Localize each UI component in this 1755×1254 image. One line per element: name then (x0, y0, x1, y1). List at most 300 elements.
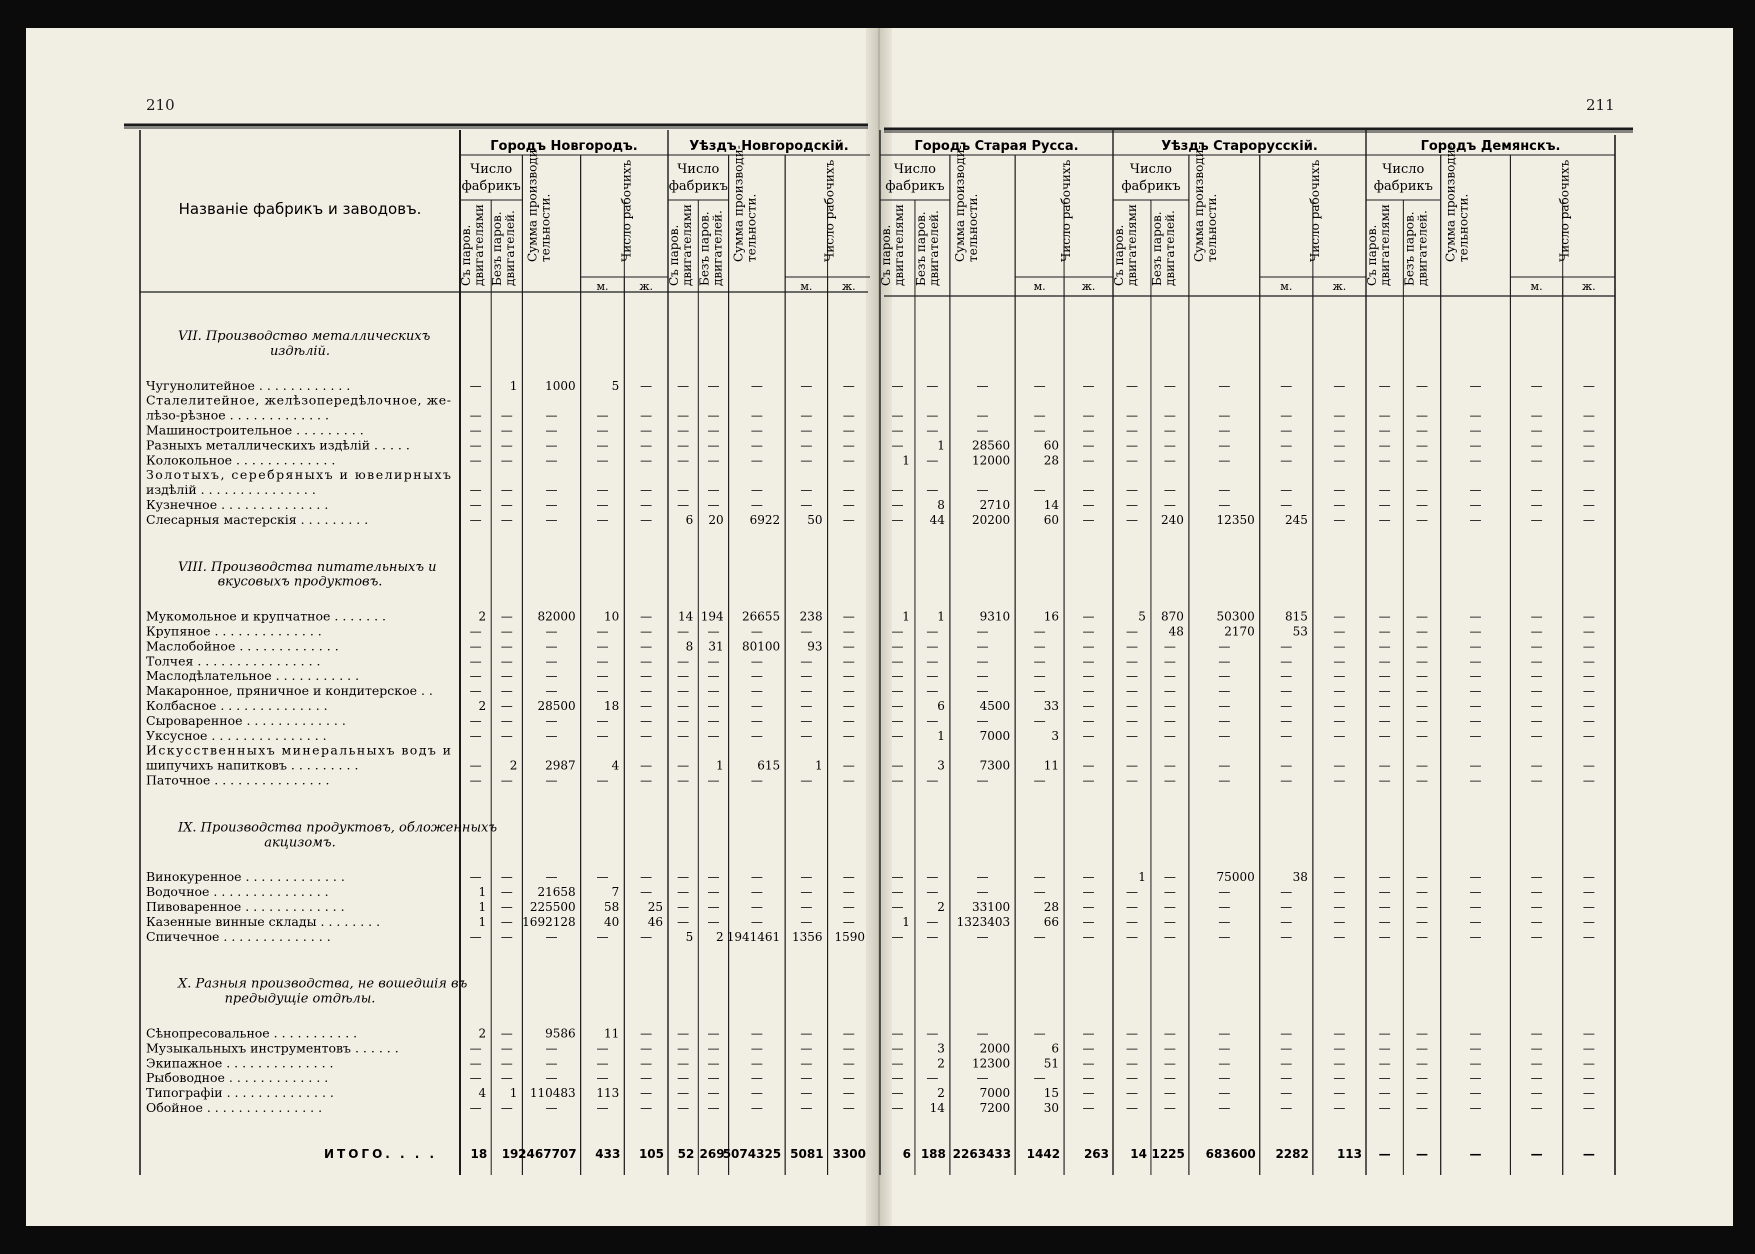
cell-value: — (1530, 885, 1543, 900)
cell-value: — (1218, 1071, 1231, 1086)
cell-value: — (891, 423, 904, 438)
cell-value: — (800, 684, 813, 699)
cell-value: 53 (1292, 624, 1308, 639)
cell-value: — (1280, 914, 1293, 929)
cell-value: — (1582, 669, 1595, 684)
cell-value: — (1416, 512, 1429, 527)
cell-value: 66 (1043, 914, 1060, 929)
cell-value: 4500 (979, 699, 1011, 713)
cell-value: — (677, 870, 690, 885)
row-name: издѣлій . . . . . . . . . . . . . . . (146, 482, 316, 498)
cell-value: — (707, 378, 720, 393)
cell-value: — (545, 728, 558, 743)
cell-value: 14 (1043, 498, 1060, 512)
cell-value: — (1280, 438, 1293, 453)
cell-value: — (545, 654, 558, 669)
cell-value: — (1333, 870, 1346, 885)
cell-value: — (1530, 378, 1543, 393)
row-name: Экипажное . . . . . . . . . . . . . . (146, 1055, 334, 1071)
cell-value: — (1125, 713, 1138, 728)
cell-value: — (976, 773, 989, 788)
cell-value: — (1218, 423, 1231, 438)
section-title: предыдущіе отдѣлы. (224, 991, 376, 1007)
cell-value: — (1530, 1101, 1543, 1115)
cell-value: 8 (685, 639, 694, 654)
cell-value: — (596, 498, 609, 512)
cell-value: — (677, 453, 690, 468)
cell-value: — (1163, 654, 1176, 669)
men-header: м. (1530, 280, 1543, 293)
cell-value: — (707, 728, 720, 743)
cell-value: 2000 (979, 1041, 1011, 1056)
cell-value: — (1163, 408, 1176, 423)
cell-value: — (545, 624, 558, 639)
cell-value: — (1280, 929, 1293, 944)
cell-value: 33 (1043, 699, 1060, 713)
row-name: Сталелитейное, желѣзопередѣлочное, же- (146, 392, 451, 408)
cell-value: — (1163, 1041, 1176, 1056)
cell-value: — (842, 1026, 855, 1041)
row-name: Золотыхъ, серебряныхъ и ювелирныхъ (146, 467, 451, 483)
cell-value: — (1469, 609, 1482, 624)
cell-value: — (677, 1086, 690, 1101)
cell-value: — (500, 1056, 513, 1071)
production-header: тельности. (538, 193, 553, 262)
cell-value: — (1582, 1101, 1595, 1115)
cell-value: — (750, 1026, 763, 1041)
cell-value: — (596, 654, 609, 669)
cell-value: — (1416, 1041, 1429, 1056)
cell-value: — (1082, 378, 1095, 393)
cell-value: — (1416, 609, 1429, 624)
cell-value: 75000 (1216, 870, 1255, 885)
cell-value: — (1582, 498, 1595, 512)
cell-value: 2170 (1224, 624, 1255, 639)
production-header: Сумма производи- (1443, 145, 1458, 262)
cell-value: — (469, 1101, 482, 1115)
cell-value: — (1280, 669, 1293, 684)
row-name: Паточное . . . . . . . . . . . . . . . (146, 772, 330, 788)
workers-header: Число рабочихъ (1059, 159, 1074, 262)
cell-value: — (842, 1086, 855, 1101)
cell-value: — (750, 1041, 763, 1056)
cell-value: — (469, 378, 482, 393)
cell-value: — (707, 438, 720, 453)
page-number-left: 210 (146, 96, 175, 114)
group-title: Городъ Старая Русса. (914, 139, 1079, 154)
cell-value: — (1378, 483, 1391, 498)
cell-value: — (596, 684, 609, 699)
production-header: тельности. (744, 193, 759, 262)
production-header: тельности. (1204, 193, 1219, 262)
cell-value: — (750, 624, 763, 639)
cell-value: — (1280, 885, 1293, 900)
cell-value: — (1378, 699, 1391, 713)
cell-value: — (1378, 624, 1391, 639)
cell-value: — (500, 885, 513, 900)
cell-value: 2 (937, 900, 945, 914)
cell-value: — (677, 1041, 690, 1056)
row-name: Маслобойное . . . . . . . . . . . . . (146, 638, 339, 654)
cell-value: 50 (807, 512, 823, 527)
cell-value: — (1378, 1056, 1391, 1071)
cell-value: — (750, 914, 763, 929)
cell-value: — (800, 378, 813, 393)
cell-value: — (750, 728, 763, 743)
cell-value: 7300 (979, 758, 1011, 773)
cell-value: — (545, 483, 558, 498)
cell-value: — (976, 624, 989, 639)
cell-value: 238 (799, 609, 823, 624)
cell-value: — (469, 870, 482, 885)
cell-value: — (1280, 699, 1293, 713)
cell-value: — (1378, 773, 1391, 788)
cell-value: — (596, 870, 609, 885)
cell-value: — (1163, 669, 1176, 684)
cell-value: — (1333, 624, 1346, 639)
cell-value: — (1280, 728, 1293, 743)
cell-value: — (469, 1056, 482, 1071)
cell-value: — (800, 624, 813, 639)
cell-value: — (1378, 758, 1391, 773)
cell-value: — (1530, 639, 1543, 654)
cell-value: — (677, 423, 690, 438)
row-name: Слесарныя мастерскія . . . . . . . . . (146, 511, 369, 527)
cell-value: — (1333, 438, 1346, 453)
cell-value: — (1582, 773, 1595, 788)
cell-value: — (1469, 1026, 1482, 1041)
cell-value: 28 (1043, 900, 1060, 914)
cell-value: 1 (509, 378, 518, 393)
cell-value: — (976, 885, 989, 900)
cell-value: — (640, 1041, 653, 1056)
row-name: Сѣнопресовальное . . . . . . . . . . . (146, 1025, 358, 1041)
cell-value: — (707, 900, 720, 914)
cell-value: — (800, 423, 813, 438)
cell-value: — (1530, 609, 1543, 624)
production-header: Сумма производи- (952, 145, 967, 262)
cell-value: — (1582, 1056, 1595, 1071)
cell-value: — (1378, 1041, 1391, 1056)
cell-value: — (1333, 885, 1346, 900)
cell-value: — (1582, 728, 1595, 743)
cell-value: — (1163, 483, 1176, 498)
cell-value: — (800, 408, 813, 423)
cell-value: — (596, 423, 609, 438)
cell-value: 2987 (545, 758, 576, 773)
cell-value: 3 (1051, 728, 1060, 743)
cell-value: 38 (1292, 870, 1308, 885)
cell-value: — (1125, 498, 1138, 512)
cell-value: — (1125, 1041, 1138, 1056)
cell-value: — (677, 498, 690, 512)
cell-value: — (1469, 699, 1482, 713)
cell-value: — (1218, 684, 1231, 699)
cell-value: — (1218, 1086, 1231, 1101)
cell-value: — (1163, 713, 1176, 728)
cell-value: — (640, 624, 653, 639)
cell-value: — (1218, 1026, 1231, 1041)
cell-value: — (677, 408, 690, 423)
cell-value: 2 (937, 1086, 945, 1101)
cell-value: — (1530, 900, 1543, 914)
cell-value: — (1469, 624, 1482, 639)
cell-value: — (1280, 1101, 1293, 1115)
cell-value: — (1582, 1086, 1595, 1101)
cell-value: — (545, 1071, 558, 1086)
cell-value: — (1469, 639, 1482, 654)
total-value: 269 (699, 1147, 725, 1161)
cell-value: — (1033, 1026, 1046, 1041)
cell-value: 1356 (792, 929, 823, 944)
with-steam-header: двигателями (472, 204, 486, 286)
cell-value: — (677, 699, 690, 713)
cell-value: — (1218, 453, 1231, 468)
cell-value: — (800, 1071, 813, 1086)
factories-header: фабрикъ (1121, 179, 1181, 194)
cell-value: — (926, 1071, 939, 1086)
without-steam-header: двигателей. (710, 210, 725, 286)
cell-value: — (1530, 699, 1543, 713)
cell-value: — (1530, 654, 1543, 669)
cell-value: — (1218, 713, 1231, 728)
cell-value: — (1582, 929, 1595, 944)
total-value: 113 (1336, 1147, 1362, 1161)
cell-value: 5 (685, 929, 694, 944)
cell-value: — (545, 423, 558, 438)
cell-value: 11 (604, 1026, 620, 1041)
cell-value: — (1082, 669, 1095, 684)
total-value: — (1469, 1147, 1482, 1161)
men-header: м. (800, 280, 813, 293)
cell-value: — (1333, 728, 1346, 743)
cell-value: — (677, 1026, 690, 1041)
cell-value: — (1280, 773, 1293, 788)
cell-value: — (1163, 900, 1176, 914)
cell-value: — (469, 453, 482, 468)
total-value: 263 (1083, 1147, 1109, 1161)
cell-value: — (500, 914, 513, 929)
row-name: Типографіи . . . . . . . . . . . . . . (146, 1085, 334, 1101)
cell-value: — (891, 1071, 904, 1086)
cell-value: — (1469, 1056, 1482, 1071)
cell-value: — (842, 423, 855, 438)
production-header: Сумма производи- (1191, 145, 1206, 262)
cell-value: — (640, 728, 653, 743)
cell-value: — (677, 483, 690, 498)
cell-value: — (1582, 885, 1595, 900)
cell-value: 1 (715, 758, 724, 773)
cell-value: — (1280, 378, 1293, 393)
cell-value: — (891, 654, 904, 669)
cell-value: — (707, 498, 720, 512)
cell-value: 1590 (834, 929, 865, 944)
cell-value: — (1082, 1086, 1095, 1101)
cell-value: — (842, 408, 855, 423)
cell-value: — (1469, 1101, 1482, 1115)
with-steam-header: Съ паров. (1112, 224, 1126, 286)
cell-value: — (1416, 669, 1429, 684)
cell-value: — (677, 758, 690, 773)
cell-value: — (1082, 654, 1095, 669)
cell-value: — (891, 378, 904, 393)
cell-value: — (750, 684, 763, 699)
section-title: VII. Производство металлическихъ (178, 329, 431, 344)
cell-value: 615 (757, 758, 781, 773)
cell-value: — (1082, 900, 1095, 914)
total-value: — (1582, 1147, 1595, 1161)
cell-value: — (707, 453, 720, 468)
cell-value: — (707, 1086, 720, 1101)
cell-value: — (640, 1071, 653, 1086)
cell-value: 2 (509, 758, 518, 773)
cell-value: — (500, 1041, 513, 1056)
cell-value: — (545, 453, 558, 468)
cell-value: — (750, 408, 763, 423)
cell-value: — (1378, 438, 1391, 453)
cell-value: — (750, 870, 763, 885)
cell-value: — (1082, 453, 1095, 468)
cell-value: — (1218, 408, 1231, 423)
cell-value: 16 (1043, 609, 1060, 624)
cell-value: — (1530, 929, 1543, 944)
cell-value: — (1530, 669, 1543, 684)
cell-value: — (1280, 408, 1293, 423)
cell-value: — (1163, 378, 1176, 393)
section-title: X. Разныя производства, не вошедшія въ (178, 976, 468, 992)
cell-value: — (842, 699, 855, 713)
cell-value: — (707, 684, 720, 699)
cell-value: — (640, 654, 653, 669)
cell-value: — (1378, 914, 1391, 929)
cell-value: — (640, 773, 653, 788)
section-title: вкусовыхъ продуктовъ. (217, 574, 383, 590)
cell-value: — (842, 378, 855, 393)
cell-value: — (891, 699, 904, 713)
cell-value: — (596, 483, 609, 498)
cell-value: — (1378, 1086, 1391, 1101)
group-title: Городъ Демянскъ. (1420, 139, 1561, 154)
with-steam-header: Съ паров. (879, 224, 893, 286)
cell-value: — (707, 914, 720, 929)
cell-value: — (640, 713, 653, 728)
cell-value: 2 (478, 609, 487, 624)
cell-value: — (926, 624, 939, 639)
cell-value: — (1416, 1071, 1429, 1086)
cell-value: — (500, 609, 513, 624)
cell-value: — (800, 498, 813, 512)
cell-value: — (1125, 773, 1138, 788)
cell-value: — (1469, 728, 1482, 743)
cell-value: — (926, 885, 939, 900)
cell-value: — (1125, 639, 1138, 654)
cell-value: — (1033, 713, 1046, 728)
cell-value: — (1033, 408, 1046, 423)
cell-value: — (842, 669, 855, 684)
cell-value: 28500 (537, 699, 576, 713)
cell-value: — (469, 654, 482, 669)
cell-value: — (640, 639, 653, 654)
cell-value: — (1333, 758, 1346, 773)
cell-value: — (1469, 713, 1482, 728)
cell-value: — (1416, 773, 1429, 788)
total-value: 52 (677, 1147, 695, 1161)
cell-value: — (1530, 498, 1543, 512)
cell-value: — (707, 713, 720, 728)
cell-value: — (1082, 639, 1095, 654)
cell-value: — (1125, 512, 1138, 527)
cell-value: — (1530, 1086, 1543, 1101)
cell-value: — (1082, 929, 1095, 944)
cell-value: — (976, 1071, 989, 1086)
cell-value: — (1033, 669, 1046, 684)
cell-value: — (1280, 453, 1293, 468)
cell-value: — (1218, 914, 1231, 929)
cell-value: — (750, 423, 763, 438)
row-name: шипучихъ напитковъ . . . . . . . . . (146, 757, 359, 773)
cell-value: — (800, 654, 813, 669)
total-value: 19 (501, 1147, 519, 1161)
cell-value: — (750, 900, 763, 914)
cell-value: 6922 (749, 512, 781, 527)
cell-value: — (1333, 1101, 1346, 1115)
cell-value: — (800, 1041, 813, 1056)
cell-value: — (1125, 914, 1138, 929)
production-header: Сумма производи- (525, 145, 540, 262)
cell-value: — (800, 699, 813, 713)
cell-value: — (1469, 929, 1482, 944)
cell-value: — (1416, 885, 1429, 900)
cell-value: — (1416, 654, 1429, 669)
cell-value: — (842, 639, 855, 654)
cell-value: 1 (937, 609, 945, 624)
cell-value: — (1218, 438, 1231, 453)
cell-value: — (1125, 669, 1138, 684)
cell-value: — (926, 453, 939, 468)
cell-value: — (1218, 378, 1231, 393)
cell-value: 1000 (545, 378, 576, 393)
cell-value: — (1082, 885, 1095, 900)
cell-value: — (677, 1101, 690, 1115)
cell-value: — (842, 453, 855, 468)
cell-value: — (596, 773, 609, 788)
cell-value: — (1333, 423, 1346, 438)
cell-value: — (842, 728, 855, 743)
total-value: 1225 (1151, 1147, 1185, 1161)
cell-value: — (800, 1101, 813, 1115)
cell-value: — (1469, 885, 1482, 900)
cell-value: — (891, 870, 904, 885)
cell-value: — (1469, 684, 1482, 699)
cell-value: — (640, 885, 653, 900)
without-steam-header: двигателей. (926, 210, 941, 286)
cell-value: — (1416, 728, 1429, 743)
total-value: — (1378, 1147, 1391, 1161)
cell-value: — (800, 438, 813, 453)
cell-value: — (500, 453, 513, 468)
cell-value: — (1333, 1041, 1346, 1056)
cell-value: 225500 (529, 900, 576, 914)
cell-value: 1 (478, 900, 487, 914)
cell-value: — (1333, 1026, 1346, 1041)
production-header: тельности. (965, 193, 980, 262)
cell-value: — (707, 1041, 720, 1056)
cell-value: — (640, 453, 653, 468)
cell-value: — (891, 624, 904, 639)
cell-value: — (1218, 885, 1231, 900)
cell-value: 7 (611, 885, 620, 900)
cell-value: — (842, 483, 855, 498)
